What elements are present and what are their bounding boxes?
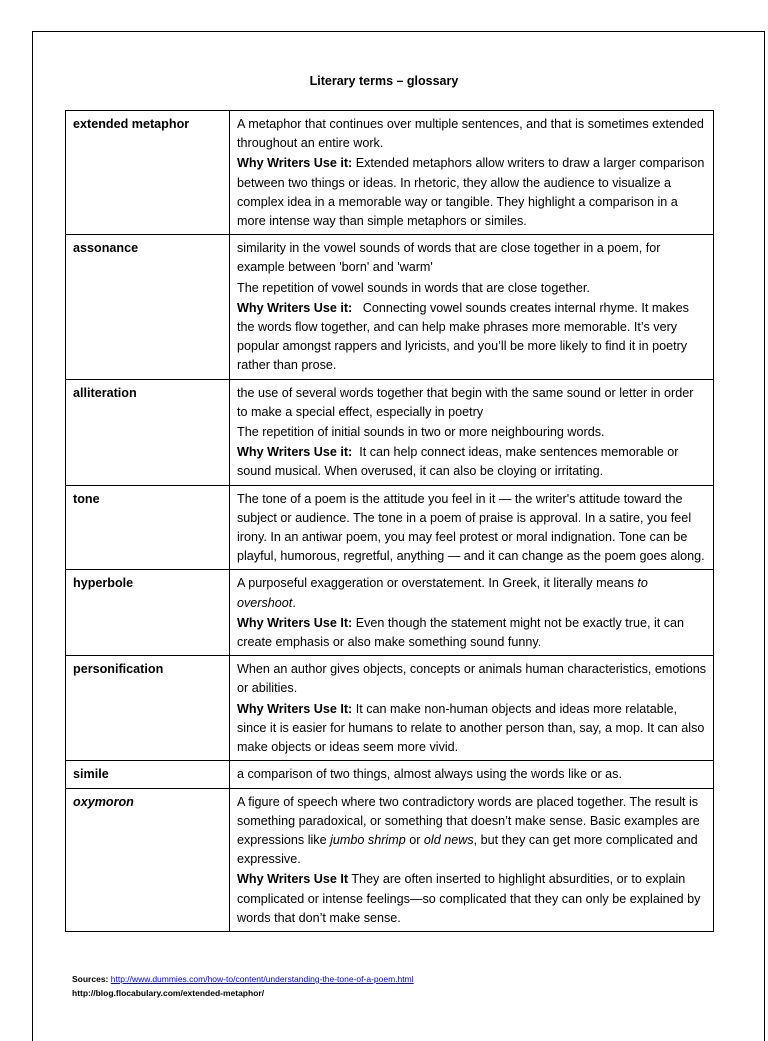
why-text: Even though the statement might not be exactly true, it can create emphasis or also make something sound funny. [237,615,685,650]
definition-cell [230,485,714,570]
table-row [66,656,714,761]
why-paragraph [237,614,706,652]
term-cell: oxymoron [66,788,230,931]
italic-phrase: jumbo shrimp [330,832,406,847]
definition-text: The repetition of vowel sounds in words that are close together. [237,280,590,295]
definition-text: similarity in the vowel sounds of words that are close together in a poem, for example between 'born' and 'warm' [237,241,661,275]
table-row [66,788,714,931]
definition-cell [230,761,714,788]
definition-cell [230,788,714,931]
table-row [66,379,714,485]
why-text: It can help connect ideas, make sentences memorable or sound musical. When overused, it can also be cloying or irritating. [237,445,682,479]
page-title: Literary terms – glossary [309,74,459,88]
term-cell: hyperbole [66,570,230,656]
definition-cell [230,235,714,379]
italic-phrase: old news [423,832,474,847]
definition-text [237,574,706,612]
table-row [66,235,714,379]
sources-footer [72,972,414,1000]
source-link-plain[interactable]: http://blog.flocabulary.com/extended-metaphor/ [72,988,265,998]
term-cell: alliteration [66,379,230,485]
why-paragraph [237,299,706,376]
italic-phrase: to overshoot [237,576,648,610]
table-row [66,570,714,656]
term-cell: simile [66,761,230,788]
why-label: Why Writers Use it: [237,156,353,171]
why-label: Why Writers Use it: [237,445,353,460]
term-cell: tone [66,485,230,570]
definition-text: the use of several words together that begin with the same sound or letter in order to make a special effect, especially in poetry [237,385,694,419]
definition-cell [230,379,714,485]
definition-text [237,793,706,870]
definition-text-part: . [292,595,296,610]
why-label: Why Writers Use It: [237,615,353,630]
definition-text: The repetition of initial sounds in two or more neighbouring words. [237,425,605,440]
term-cell: personification [66,656,230,761]
why-text: It can make non-human objects and ideas more relatable, since it is easier for humans to relate to another person than, say, a mop. It can also make objects or ideas seem more vivid. [237,701,705,755]
definition-text-part: A purposeful exaggeration or overstatement. In Greek, it literally means [237,576,638,591]
term-cell: assonance [66,235,230,379]
why-label: Why Writers Use It: [237,701,353,716]
why-text: Extended metaphors allow writers to draw a larger comparison between two things or ideas. In rhetoric, they allow the audience to visualize a complex idea in a memorable way or tangible. They highlight a comparison in a more intense way than simple metaphors or similes. [237,156,705,229]
why-text: Connecting vowel sounds creates internal rhyme. It makes the words flow together, and can help make phrases more memorable. It’s very popular amongst rappers and lyricists, and you’ll be more likely to find it in poetry rather than prose. [237,300,693,373]
definition-cell [230,656,714,761]
table-row [66,761,714,788]
term-cell: extended metaphor [66,111,230,235]
source-link[interactable]: http://www.dummies.com/how-to/content/understanding-the-tone-of-a-poem.html [110,974,414,984]
why-paragraph [237,443,706,481]
definition-text-part: A figure of speech where two contradictory words are placed together. The result is something paradoxical, or something that doesn’t make sense. Basic examples are expressions like [237,794,700,847]
definition-text: When an author gives objects, concepts or animals human characteristics, emotions or abilities. [237,662,706,696]
why-paragraph [237,870,706,928]
sources-label: Sources: [72,974,111,984]
sources-line [72,972,414,986]
why-label: Why Writers Use It [237,872,349,887]
definition-text-part: , but they can get more complicated and expressive. [237,832,698,867]
why-paragraph [237,154,706,231]
definition-text: A metaphor that continues over multiple sentences, and that is sometimes extended throughout an entire work. [237,117,704,151]
table-row [66,485,714,570]
definition-text: The tone of a poem is the attitude you feel in it — the writer's attitude toward the subject or audience. The tone in a poem of praise is approval. In a satire, you feel irony. In an antiwar poem, you may feel protest or moral indignation. Tone can be playful, humorous, regretful, anything — and it can change as the poem goes along. [237,491,705,564]
why-text: They are often inserted to highlight absurdities, or to explain complicated or intense feelings—so complicated that they can only be explained by words that don’t make sense. [237,872,701,925]
table-row [66,111,714,235]
definition-cell [230,111,714,235]
definition-cell [230,570,714,656]
definition-text-part: or [405,832,424,847]
why-label: Why Writers Use it: [237,300,353,315]
glossary-table [65,110,714,932]
why-paragraph [237,700,706,758]
definition-text: a comparison of two things, almost always using the words like or as. [237,767,622,782]
